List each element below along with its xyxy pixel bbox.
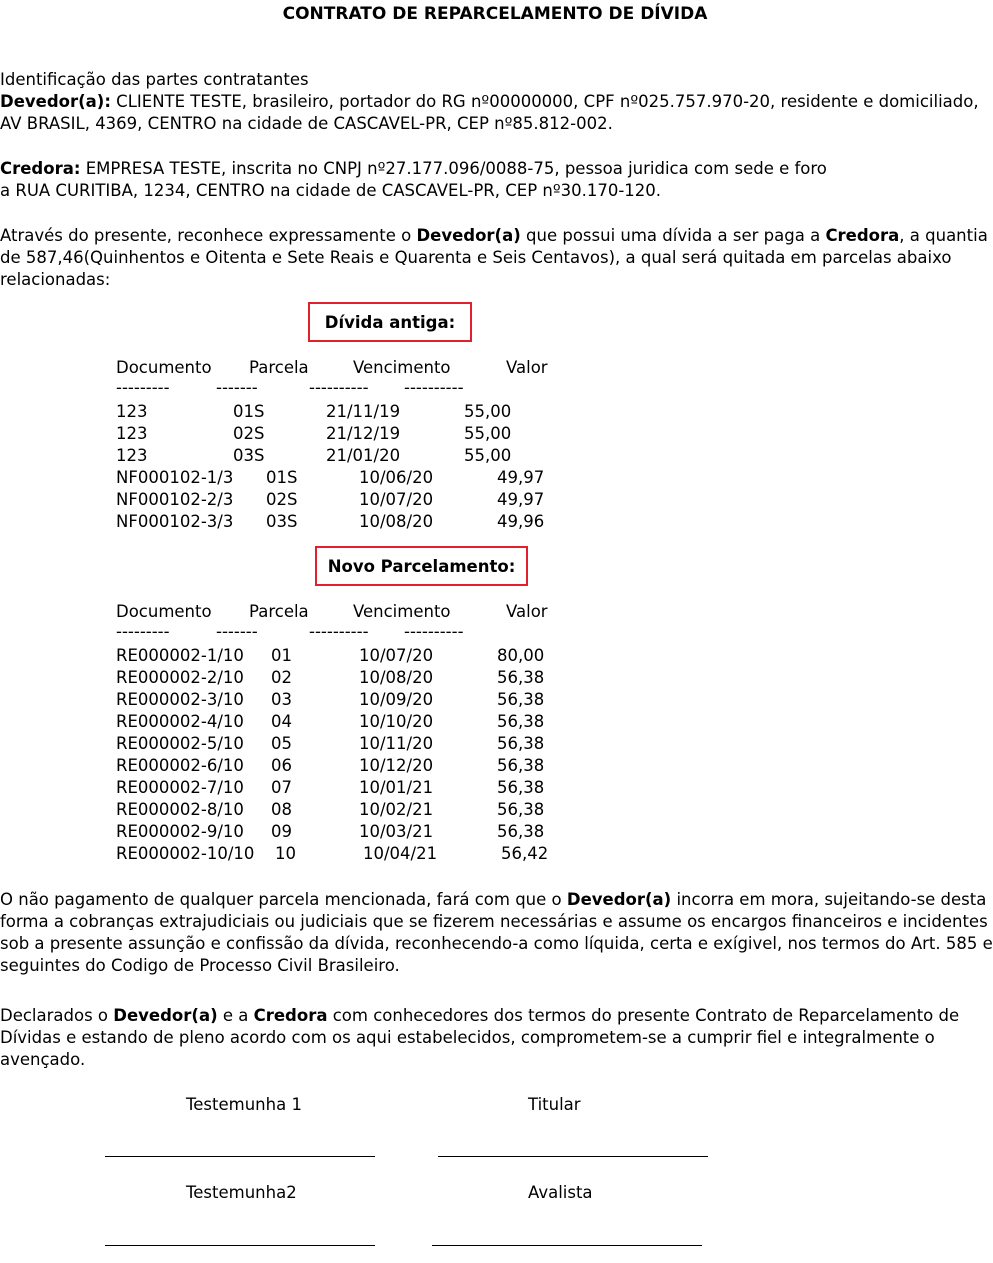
cell-vencimento: 21/11/19	[326, 402, 401, 421]
cell-parcela: 10	[275, 844, 296, 863]
clause-debtor: Devedor(a)	[566, 890, 672, 909]
intro-debtor: Devedor(a)	[416, 226, 521, 245]
cell-documento: RE000002-10/10	[116, 844, 255, 863]
cell-valor: 56,38	[497, 778, 545, 797]
witness-1-signature-line	[105, 1156, 375, 1157]
header-separator: ---------	[116, 378, 170, 397]
cell-parcela: 03S	[266, 512, 298, 531]
clause-text: incorra em mora, sujeitando-se desta	[671, 890, 987, 909]
cell-documento: RE000002-2/10	[116, 668, 244, 687]
cell-vencimento: 10/07/20	[359, 646, 434, 665]
declaration-line-3: avençado.	[0, 1050, 86, 1069]
cell-documento: RE000002-4/10	[116, 712, 244, 731]
header-vencimento: Vencimento	[353, 358, 451, 377]
intro-line-3: relacionadas:	[0, 270, 111, 289]
witness-1-label: Testemunha 1	[186, 1095, 302, 1114]
cell-valor: 80,00	[497, 646, 545, 665]
cell-parcela: 05	[271, 734, 292, 753]
cell-valor: 56,38	[497, 822, 545, 841]
default-clause-line-2: forma a cobranças extrajudiciais ou judiciais que se fizerem necessárias e assume os encargos financeiros e incidentes	[0, 912, 988, 931]
creditor-label: Credora:	[0, 159, 81, 178]
cell-valor: 56,38	[497, 734, 545, 753]
cell-vencimento: 10/04/21	[363, 844, 438, 863]
cell-parcela: 03	[271, 690, 292, 709]
cell-valor: 56,38	[497, 756, 545, 775]
cell-vencimento: 10/07/20	[359, 490, 434, 509]
cell-documento: 123	[116, 424, 148, 443]
cell-valor: 56,38	[497, 668, 545, 687]
cell-parcela: 06	[271, 756, 292, 775]
cell-parcela: 02S	[233, 424, 265, 443]
creditor-address: a RUA CURITIBA, 1234, CENTRO na cidade de CASCAVEL-PR, CEP nº30.170-120.	[0, 181, 662, 200]
cell-vencimento: 10/11/20	[359, 734, 434, 753]
intro-creditor: Credora	[825, 226, 900, 245]
creditor-details: EMPRESA TESTE, inscrita no CNPJ nº27.177.096/0088-75, pessoa juridica com sede e foro	[80, 159, 827, 178]
declaration-debtor: Devedor(a)	[113, 1006, 218, 1025]
cell-valor: 56,38	[497, 690, 545, 709]
cell-parcela: 02S	[266, 490, 298, 509]
debtor-details: CLIENTE TESTE, brasileiro, portador do RG nº00000000, CPF nº025.757.970-20, residente e domiciliado,	[110, 92, 979, 111]
cell-parcela: 09	[271, 822, 292, 841]
intro-line-1	[0, 225, 988, 247]
intro-text: , a quantia	[899, 226, 988, 245]
declaration-text: com conhecedores dos termos do presente Contrato de Reparcelamento de	[327, 1006, 960, 1025]
declaration-creditor: Credora	[253, 1006, 328, 1025]
cell-documento: 123	[116, 402, 148, 421]
header-parcela: Parcela	[249, 358, 309, 377]
header-documento: Documento	[116, 358, 212, 377]
cell-vencimento: 10/06/20	[359, 468, 434, 487]
intro-text: Através do presente, reconhece expressamente o	[0, 226, 417, 245]
cell-documento: NF000102-1/3	[116, 468, 234, 487]
cell-parcela: 08	[271, 800, 292, 819]
guarantor-signature-line	[432, 1245, 702, 1246]
declaration-line-2: Dívidas e estando de pleno acordo com os aqui estabelecidos, comprometem-se a cumprir fiel e integralmente o	[0, 1028, 935, 1047]
document-title: CONTRATO DE REPARCELAMENTO DE DÍVIDA	[282, 4, 708, 24]
cell-valor: 49,96	[497, 512, 545, 531]
cell-vencimento: 10/01/21	[359, 778, 434, 797]
cell-documento: RE000002-6/10	[116, 756, 244, 775]
cell-documento: RE000002-1/10	[116, 646, 244, 665]
cell-vencimento: 10/03/21	[359, 822, 434, 841]
cell-valor: 49,97	[497, 490, 545, 509]
cell-parcela: 02	[271, 668, 292, 687]
cell-valor: 55,00	[464, 402, 512, 421]
cell-vencimento: 10/10/20	[359, 712, 434, 731]
cell-documento: RE000002-3/10	[116, 690, 244, 709]
declaration-line-1	[0, 1005, 959, 1027]
clause-text: O não pagamento de qualquer parcela mencionada, fará com que o	[0, 890, 567, 909]
holder-label: Titular	[528, 1095, 581, 1114]
guarantor-label: Avalista	[528, 1183, 593, 1202]
cell-vencimento: 10/12/20	[359, 756, 434, 775]
cell-documento: 123	[116, 446, 148, 465]
header-separator: -------	[216, 622, 258, 641]
witness-2-signature-line	[105, 1245, 375, 1246]
default-clause-line-4: seguintes do Codigo de Processo Civil Brasileiro.	[0, 956, 400, 975]
cell-parcela: 03S	[233, 446, 265, 465]
new-plan-label: Novo Parcelamento:	[315, 546, 528, 586]
cell-documento: NF000102-2/3	[116, 490, 234, 509]
header-separator: ----------	[404, 622, 464, 641]
debtor-label: Devedor(a):	[0, 92, 111, 111]
debtor-line-1	[0, 91, 979, 113]
cell-valor: 56,42	[501, 844, 549, 863]
cell-parcela: 01	[271, 646, 292, 665]
holder-signature-line	[438, 1156, 708, 1157]
cell-documento: RE000002-5/10	[116, 734, 244, 753]
cell-vencimento: 10/08/20	[359, 512, 434, 531]
header-separator: ----------	[309, 378, 369, 397]
cell-parcela: 01S	[233, 402, 265, 421]
intro-line-2: de 587,46(Quinhentos e Oitenta e Sete Reais e Quarenta e Seis Centavos), a qual será quitada em parcelas abaixo	[0, 248, 952, 267]
creditor-line-1	[0, 158, 827, 180]
header-separator: ----------	[404, 378, 464, 397]
cell-vencimento: 21/01/20	[326, 446, 401, 465]
cell-vencimento: 10/08/20	[359, 668, 434, 687]
default-clause-line-3: sob a presente assunção e confissão da dívida, reconhecendo-a como líquida, certa e exígivel, nos termos do Art. 585 e	[0, 934, 993, 953]
default-clause-line-1	[0, 889, 986, 911]
old-debt-label: Dívida antiga:	[308, 302, 472, 342]
header-separator: ---------	[116, 622, 170, 641]
cell-documento: RE000002-8/10	[116, 800, 244, 819]
intro-text: que possui uma dívida a ser paga a	[520, 226, 826, 245]
cell-parcela: 01S	[266, 468, 298, 487]
header-separator: -------	[216, 378, 258, 397]
cell-vencimento: 21/12/19	[326, 424, 401, 443]
cell-vencimento: 10/09/20	[359, 690, 434, 709]
cell-valor: 49,97	[497, 468, 545, 487]
declaration-text: e a	[217, 1006, 254, 1025]
cell-parcela: 07	[271, 778, 292, 797]
cell-valor: 55,00	[464, 424, 512, 443]
cell-valor: 55,00	[464, 446, 512, 465]
cell-documento: NF000102-3/3	[116, 512, 234, 531]
cell-vencimento: 10/02/21	[359, 800, 434, 819]
header-separator: ----------	[309, 622, 369, 641]
debtor-address: AV BRASIL, 4369, CENTRO na cidade de CASCAVEL-PR, CEP nº85.812-002.	[0, 114, 613, 133]
cell-documento: RE000002-7/10	[116, 778, 244, 797]
cell-valor: 56,38	[497, 712, 545, 731]
parties-heading: Identificação das partes contratantes	[0, 70, 309, 89]
header-valor: Valor	[506, 602, 548, 621]
header-vencimento: Vencimento	[353, 602, 451, 621]
header-documento: Documento	[116, 602, 212, 621]
header-valor: Valor	[506, 358, 548, 377]
witness-2-label: Testemunha2	[186, 1183, 297, 1202]
declaration-text: Declarados o	[0, 1006, 114, 1025]
cell-parcela: 04	[271, 712, 292, 731]
header-parcela: Parcela	[249, 602, 309, 621]
cell-valor: 56,38	[497, 800, 545, 819]
cell-documento: RE000002-9/10	[116, 822, 244, 841]
